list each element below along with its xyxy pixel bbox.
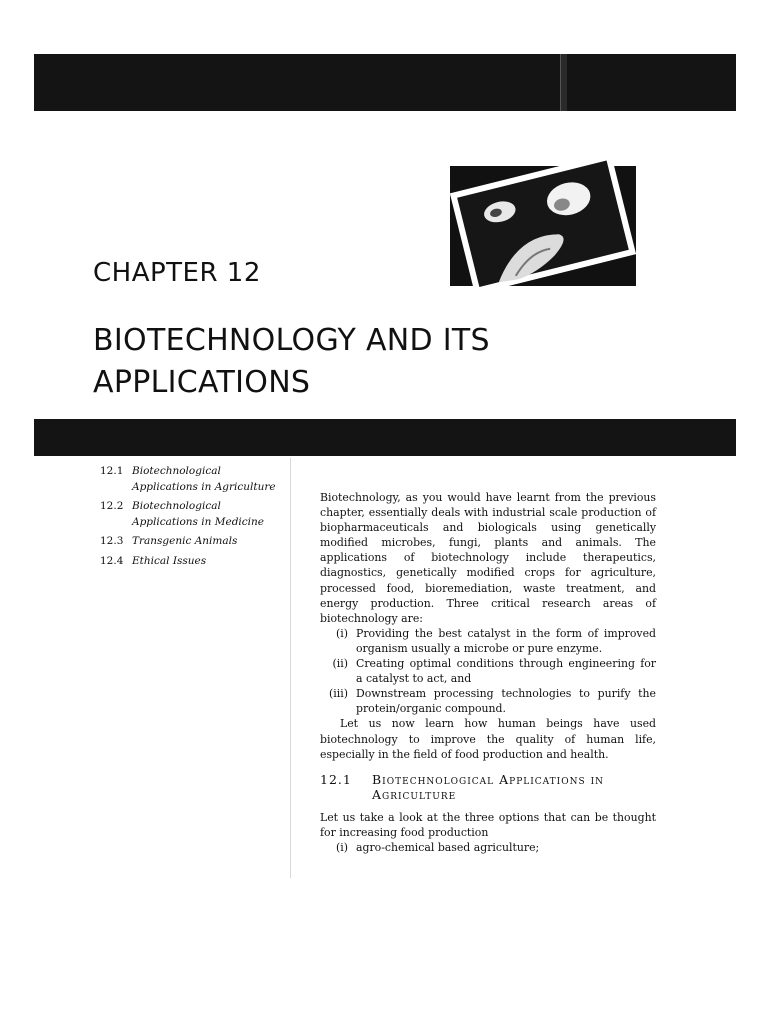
list-number: (i) (336, 840, 348, 854)
divider-bar (34, 419, 736, 456)
section-title: Biotechnological Applications in Agriculture (372, 771, 605, 802)
list-number: (iii) (329, 687, 348, 701)
section-paragraph: Let us take a look at the three options that can be thought for increasing food production (320, 810, 656, 839)
list-item (320, 686, 656, 716)
toc-title: Transgenic Animals (132, 535, 238, 547)
toc-title: Biotechnological Applications in Medicine (132, 500, 264, 528)
research-areas-list (320, 626, 656, 717)
toc-title: Biotechnological Applications in Agriculture (132, 465, 276, 493)
chapter-title-line-1: BIOTECHNOLOGY AND ITS (93, 323, 490, 358)
header-bar (34, 54, 736, 111)
toc-item[interactable] (100, 499, 290, 530)
list-item (320, 840, 656, 855)
body-text (320, 490, 656, 855)
closing-paragraph: Let us now learn how human beings have used biotechnology to improve the quality of human life, especially in the field of food production and health. (320, 717, 656, 761)
list-text: Providing the best catalyst in the form of improved organism usually a microbe or pure enzyme. (356, 626, 656, 655)
list-item (320, 656, 656, 686)
biotech-photo-icon (446, 158, 638, 290)
toc-number: 12.1 (100, 465, 124, 477)
options-list (320, 840, 656, 855)
list-text: Creating optimal conditions through engineering for a catalyst to act, and (356, 657, 656, 686)
column-divider (290, 458, 291, 878)
toc-item[interactable] (100, 464, 290, 495)
list-number: (ii) (332, 657, 348, 671)
toc-number: 12.2 (100, 500, 124, 512)
header-bar-mark (560, 54, 567, 111)
chapter-title-line-2: APPLICATIONS (93, 365, 311, 400)
section-heading (320, 772, 656, 802)
intro-paragraph: Biotechnology, as you would have learnt from the previous chapter, essentially deals with industrial scale production of biopharmaceuticals and biologicals using genetically modified microbes, fungi, plants and animals. The applications of biotechnology include therapeutics, diagnostics, genetically modified crops for agriculture, processed food, bioremediation, waste treatment, and energy production. Three critical research areas of biotechnology are: (320, 491, 656, 625)
chapter-contents (100, 464, 290, 573)
chapter-photo (446, 158, 638, 290)
list-text: agro-chemical based agriculture; (356, 840, 540, 854)
toc-item[interactable] (100, 534, 290, 550)
toc-item[interactable] (100, 554, 290, 570)
section-number: 12.1 (320, 771, 352, 787)
chapter-title (93, 320, 613, 404)
list-number: (i) (336, 626, 348, 640)
toc-number: 12.4 (100, 554, 124, 567)
toc-title: Ethical Issues (132, 554, 207, 567)
chapter-number: CHAPTER 12 (93, 258, 261, 288)
toc-number: 12.3 (100, 535, 124, 547)
list-item (320, 626, 656, 656)
list-text: Downstream processing technologies to purify the protein/organic compound. (356, 687, 656, 716)
